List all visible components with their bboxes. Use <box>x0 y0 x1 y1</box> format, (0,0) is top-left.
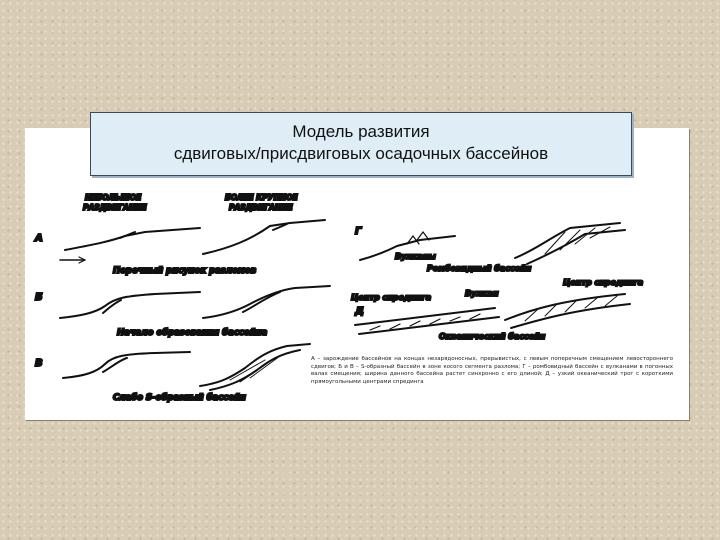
row-g-volcanoes: Вулканы <box>395 252 436 261</box>
header-small-line2: РАЗДВИГАНИЕ <box>83 203 147 212</box>
row-d-spreading-center: Центр спрединга <box>351 293 432 302</box>
row-v-caption: Слабо S-образный бассейн <box>113 393 246 403</box>
fault-v-large-upper <box>200 344 310 386</box>
fault-b-small <box>60 292 200 318</box>
row-d-volcano: Вулкан <box>465 289 499 298</box>
fault-v-large-lower <box>210 350 300 390</box>
slide-title-line-1: Модель развития <box>292 122 430 141</box>
fault-g-right-lower <box>527 230 625 264</box>
header-large-line1: БОЛЕЕ КРУПНОЕ <box>225 193 298 202</box>
fault-g-right-upper <box>515 223 620 258</box>
slide-title-line-2: сдвиговых/присдвиговых осадочных бассейнов <box>173 144 549 163</box>
row-b-letter: Б <box>35 292 43 303</box>
row-g-letter: Г <box>355 226 362 237</box>
row-g-basin: Ромбовидный бассейн <box>427 264 532 273</box>
fault-b-large <box>203 286 330 318</box>
header-large-line2: РАЗДВИГАНИЕ <box>229 203 293 212</box>
row-a-letter: А <box>35 233 43 244</box>
fault-v-small <box>63 352 190 378</box>
trough-d-right-lower <box>511 304 630 328</box>
header-small-line1: НЕБОЛЬШОЕ <box>85 193 142 202</box>
basin-v-small <box>103 358 127 372</box>
row-d-basin: Океанический бассейн <box>439 332 546 341</box>
row-g-spreading-center: Центр спрединга <box>563 278 644 287</box>
row-d-letter: Д <box>355 306 364 317</box>
basin-b-large <box>243 292 280 312</box>
row-v-letter: В <box>35 358 43 369</box>
slide-title-box <box>90 112 632 176</box>
row-a-caption: Перечный рисунок разломов <box>113 266 257 276</box>
fault-a-small <box>65 228 200 250</box>
fault-a-large <box>203 220 325 254</box>
row-b-caption: Начало образования бассейна <box>117 328 268 338</box>
figure-caption: А – зарождение бассейнов на концах незарядоносных, прерывистых, с левым поперечным смещением левостороннего сдвигов; Б и В – S-образный бассейн в зоне косого сегмента разлома; Г – ромбовидный бассейн с вулканами в погонных валах смещения; ширина данного бассейна растет синхронно с его длиной; Д – узкий океанический трог с короткими прямоугольными центрами спрединга <box>311 356 673 385</box>
